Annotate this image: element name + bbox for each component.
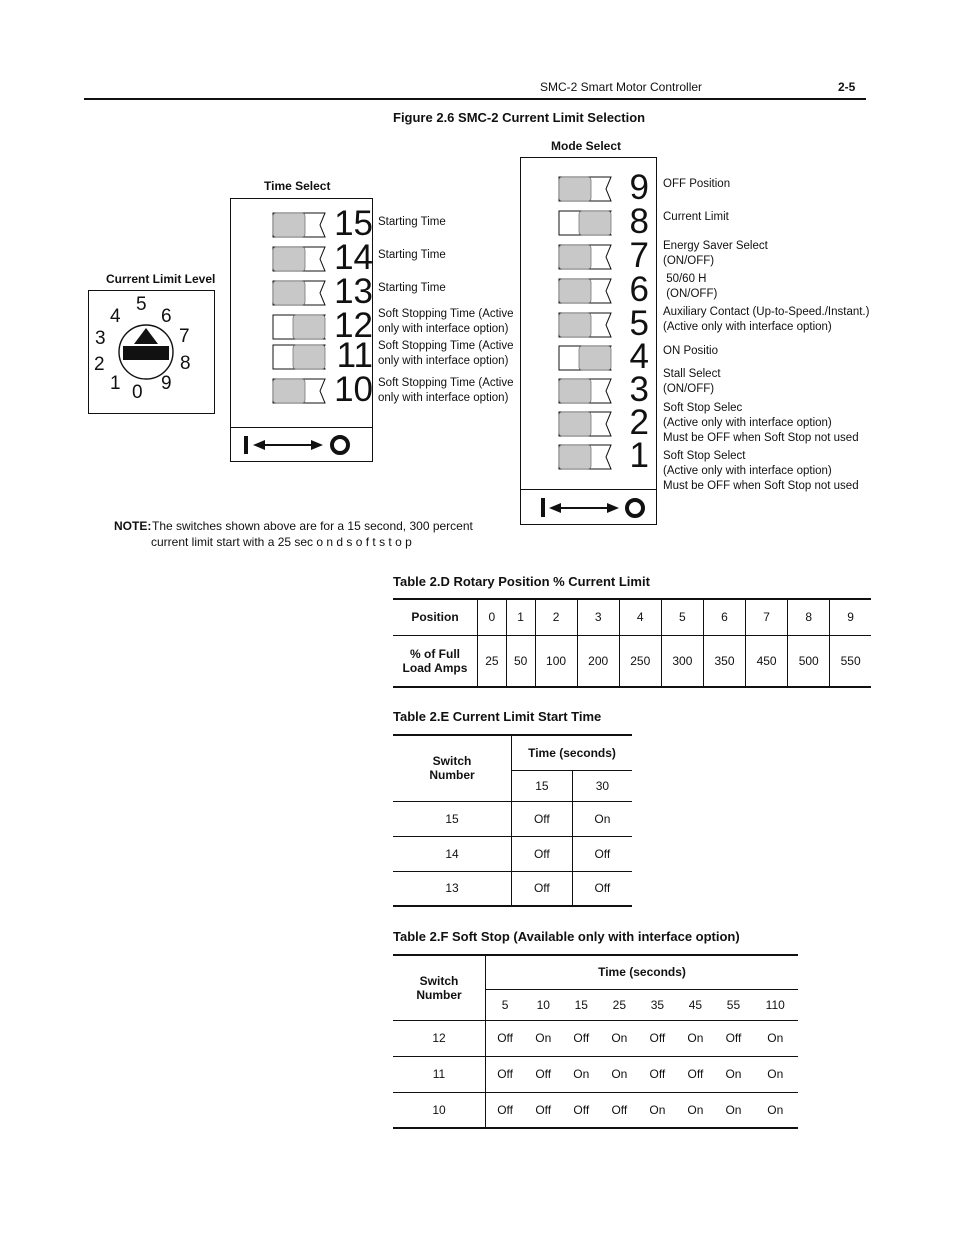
table-cell: Off (486, 1092, 525, 1128)
table-row (393, 1020, 798, 1056)
dip-switch-icon (557, 312, 617, 338)
on-off-direction-icon (231, 428, 372, 462)
mode-select-switch-label: OFF Position (663, 178, 731, 190)
table-cell: Off (486, 1020, 525, 1056)
mode-select-switch-8 (557, 210, 617, 241)
dial-number-0: 0 (132, 382, 143, 403)
mode-select-switch-5 (557, 312, 617, 343)
table-cell: 10 (524, 989, 562, 1020)
mode-select-switch-3 (557, 378, 617, 409)
dip-switch-icon (557, 278, 617, 304)
table-cell: 5 (661, 599, 703, 635)
table-cell: 4 (619, 599, 661, 635)
dial-number-7: 7 (179, 326, 190, 347)
table-cell: 8 (788, 599, 830, 635)
table-cell: 2 (535, 599, 577, 635)
table-cell: Time (seconds) (512, 735, 633, 770)
table-header-row (393, 599, 871, 635)
mode-select-switch-number: 2 (629, 403, 649, 442)
mode-select-switch-label: Current Limit (663, 211, 729, 223)
current-limit-dial-box (88, 290, 215, 414)
table-cell: On (753, 1020, 799, 1056)
table-cell: On (524, 1020, 562, 1056)
mode-select-switch-label: Energy Saver Select (ON/OFF) (663, 240, 768, 267)
mode-select-label: Mode Select (551, 139, 622, 153)
table-cell: On (753, 1092, 799, 1128)
table-cell: 550 (830, 635, 871, 687)
table-cell: Off (572, 871, 632, 906)
table-header-row (393, 735, 632, 770)
current-limit-level-label: Current Limit Level (106, 272, 216, 286)
dial-number-4: 4 (110, 306, 121, 327)
table-row (393, 871, 632, 906)
table-e-title: Table 2.E Current Limit Start Time (393, 709, 602, 724)
header-title: SMC-2 Smart Motor Controller (540, 80, 703, 94)
table-cell: Off (524, 1056, 562, 1092)
table-cell: 100 (535, 635, 577, 687)
note-line-2: current limit start with a 25 sec o n d s o f t s t o p (151, 535, 412, 549)
time-select-switch-number: 13 (334, 272, 373, 311)
mode-select-switch-label: Soft Stop Select (Active only with interface option) Must be OFF when Soft Stop not used (663, 450, 859, 492)
dip-switch-icon (557, 444, 617, 470)
table-cell: Off (512, 801, 573, 836)
mode-select-switch-number: 5 (629, 304, 649, 343)
table-cell: Time (seconds) (486, 955, 799, 989)
time-select-label: Time Select (264, 179, 331, 193)
table-cell: 0 (478, 599, 507, 635)
dip-switch-icon (271, 378, 331, 404)
table-cell: Off (714, 1020, 752, 1056)
dial-number-8: 8 (180, 353, 191, 374)
mode-select-switch-label: Stall Select (ON/OFF) (663, 368, 721, 395)
time-select-switch-15 (271, 212, 331, 243)
time-select-switch-number: 11 (336, 336, 373, 375)
table-cell: Position (393, 599, 478, 635)
table-cell: 13 (393, 871, 512, 906)
table-cell: 300 (661, 635, 703, 687)
table-cell: On (676, 1020, 714, 1056)
note-label: NOTE: (114, 519, 152, 533)
table-cell: 3 (577, 599, 619, 635)
mode-select-switch-label: Auxiliary Contact (Up-to-Speed./Instant.) (Active only with interface option) (663, 306, 870, 333)
table-cell: 250 (619, 635, 661, 687)
table-cell: % of Full Load Amps (393, 635, 478, 687)
dip-switch-icon (271, 280, 331, 306)
time-select-switch-label: Starting Time (378, 282, 446, 294)
table-row (393, 635, 871, 687)
table-rotary-position (393, 598, 871, 688)
table-cell: 9 (830, 599, 871, 635)
dip-switch-icon (557, 244, 617, 270)
time-select-switch-11 (271, 344, 331, 375)
mode-select-switch-number: 6 (629, 270, 649, 309)
note-line-1: The switches shown above are for a 15 second, 300 percent (152, 519, 473, 533)
dip-switch-icon (557, 345, 617, 371)
table-cell: 350 (703, 635, 745, 687)
dial-number-6: 6 (161, 306, 172, 327)
table-header-row (393, 955, 798, 989)
time-select-switch-number: 10 (334, 370, 373, 409)
table-cell: 50 (506, 635, 535, 687)
table-cell: 110 (753, 989, 799, 1020)
mode-select-switch-7 (557, 244, 617, 275)
table-cell: On (638, 1092, 676, 1128)
table-cell: Off (512, 871, 573, 906)
table-cell: 200 (577, 635, 619, 687)
table-cell: 450 (746, 635, 788, 687)
time-select-switch-number: 15 (334, 204, 373, 243)
dial-number-5: 5 (136, 294, 147, 315)
dip-switch-icon (557, 411, 617, 437)
mode-select-switch-number: 4 (629, 337, 649, 376)
mode-select-switch-number: 7 (629, 236, 649, 275)
table-cell: Off (562, 1020, 600, 1056)
time-select-switch-label: Soft Stopping Time (Active only with interface option) (378, 340, 514, 367)
dip-switch-icon (271, 344, 331, 370)
table-cell: Off (524, 1092, 562, 1128)
table-cell: 25 (478, 635, 507, 687)
mode-select-switch-number: 1 (629, 436, 649, 475)
table-cell: 45 (676, 989, 714, 1020)
mode-select-switch-1 (557, 444, 617, 475)
mode-select-switch-label: Soft Stop Selec (Active only with interface option) Must be OFF when Soft Stop not used (663, 402, 859, 444)
on-off-direction-icon (521, 490, 656, 525)
table-cell: Off (676, 1056, 714, 1092)
table-cell: 1 (506, 599, 535, 635)
dial-number-3: 3 (95, 328, 106, 349)
dip-switch-icon (557, 210, 617, 236)
table-cell: Off (600, 1092, 638, 1128)
table-soft-stop (393, 954, 798, 1129)
dial-number-9: 9 (161, 373, 172, 394)
dial-number-1: 1 (110, 373, 121, 394)
table-cell: 25 (600, 989, 638, 1020)
table-cell: On (714, 1056, 752, 1092)
table-cell: Switch Number (393, 735, 512, 801)
mode-select-switch-number: 3 (629, 370, 649, 409)
mode-select-box (520, 157, 657, 525)
time-select-switch-14 (271, 246, 331, 277)
dip-switch-icon (271, 314, 331, 340)
table-cell: Off (638, 1056, 676, 1092)
mode-select-switch-label: 50/60 H (ON/OFF) (666, 273, 718, 300)
time-select-switch-13 (271, 280, 331, 311)
figure-title: Figure 2.6 SMC-2 Current Limit Selection (393, 110, 646, 125)
time-select-switch-number: 14 (334, 238, 373, 277)
table-row (393, 836, 632, 871)
mode-select-switch-number: 9 (629, 168, 649, 207)
table-cell: 15 (393, 801, 512, 836)
table-cell: Switch Number (393, 955, 486, 1020)
table-cell: 30 (572, 770, 632, 801)
table-cell: On (600, 1056, 638, 1092)
time-select-switch-number: 12 (334, 306, 373, 345)
table-cell: 10 (393, 1092, 486, 1128)
table-cell: 7 (746, 599, 788, 635)
dial-pointer-bar (123, 346, 169, 360)
mode-select-switch-label: ON Positio (663, 345, 718, 357)
time-select-switch-label: Starting Time (378, 249, 446, 261)
table-cell: On (753, 1056, 799, 1092)
mode-select-switch-2 (557, 411, 617, 442)
table-cell: On (600, 1020, 638, 1056)
time-select-box (230, 198, 373, 462)
table-cell: 15 (512, 770, 573, 801)
mode-select-switch-number: 8 (629, 202, 649, 241)
dip-switch-icon (557, 176, 617, 202)
time-select-direction-strip (231, 427, 372, 461)
time-select-switch-10 (271, 378, 331, 409)
mode-select-direction-strip (521, 489, 656, 524)
table-d-title: Table 2.D Rotary Position % Current Limit (393, 574, 650, 589)
table-cell: 12 (393, 1020, 486, 1056)
time-select-switch-12 (271, 314, 331, 345)
table-cell: 55 (714, 989, 752, 1020)
table-f-title: Table 2.F Soft Stop (Available only with interface option) (393, 929, 740, 944)
table-cell: On (714, 1092, 752, 1128)
table-cell: Off (572, 836, 632, 871)
table-cell: 500 (788, 635, 830, 687)
mode-select-switch-6 (557, 278, 617, 309)
header-rule (84, 98, 866, 100)
dip-switch-icon (271, 246, 331, 272)
time-select-switch-label: Soft Stopping Time (Active only with interface option) (378, 377, 514, 404)
mode-select-switch-9 (557, 176, 617, 207)
dip-switch-icon (271, 212, 331, 238)
table-cell: On (676, 1092, 714, 1128)
table-cell: 14 (393, 836, 512, 871)
rotary-dial (89, 291, 214, 413)
table-cell: 5 (486, 989, 525, 1020)
table-cell: 35 (638, 989, 676, 1020)
table-cell: Off (512, 836, 573, 871)
table-cell: Off (638, 1020, 676, 1056)
table-row (393, 801, 632, 836)
page-number: 2-5 (838, 80, 856, 94)
table-cell: On (562, 1056, 600, 1092)
table-cell: Off (486, 1056, 525, 1092)
time-select-switch-label: Soft Stopping Time (Active only with interface option) (378, 308, 514, 335)
table-row (393, 1056, 798, 1092)
dip-switch-icon (557, 378, 617, 404)
time-select-switch-label: Starting Time (378, 216, 446, 228)
table-current-limit-start-time (393, 734, 632, 907)
table-row (393, 1092, 798, 1128)
table-cell: Off (562, 1092, 600, 1128)
table-cell: On (572, 801, 632, 836)
table-cell: 6 (703, 599, 745, 635)
dial-number-2: 2 (94, 354, 105, 375)
mode-select-switch-4 (557, 345, 617, 376)
table-cell: 15 (562, 989, 600, 1020)
table-cell: 11 (393, 1056, 486, 1092)
